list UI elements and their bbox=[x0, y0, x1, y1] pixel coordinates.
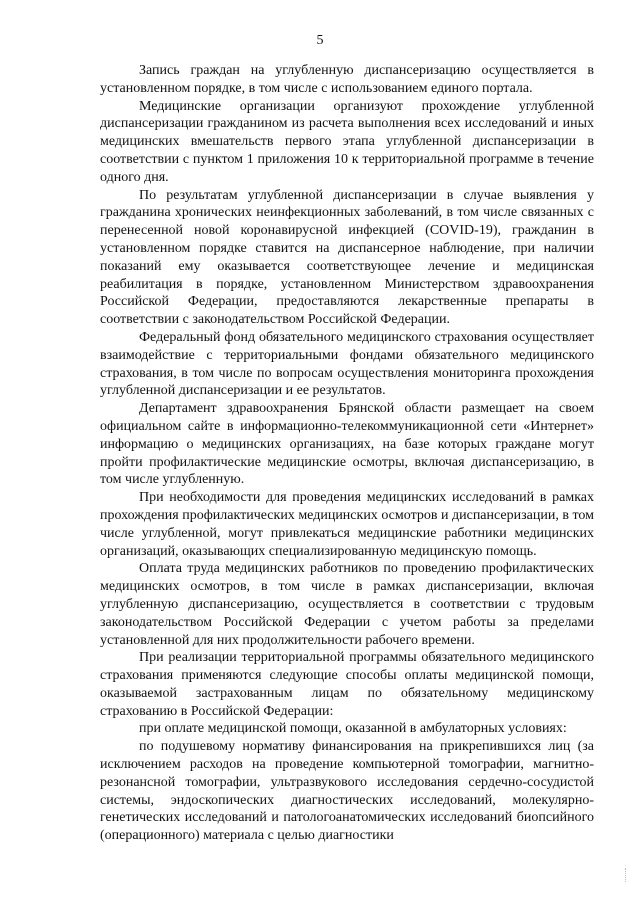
paragraph: При реализации территориальной программы обязательного медицинского страхования применяются следующие способы оплаты медицинской помощи, оказываемой застрахованным лицам по обязательному медицинскому страхованию в Российской Федерации: bbox=[100, 650, 594, 719]
scan-edge-mark bbox=[625, 868, 632, 882]
paragraph: Федеральный фонд обязательного медицинского страхования осуществляет взаимодействие с территориальными фондами обязательного медицинского страхования, в том числе по вопросам осуществления мониторинга прохождения углубленной диспансеризации и ее результатов. bbox=[100, 329, 594, 399]
paragraph: По результатам углубленной диспансеризации в случае выявления у гражданина хронических неинфекционных заболеваний, в том числе связанных с перенесенной новой коронавирусной инфекцией (COVID-19), гражданин в установленном порядке ставится на диспансерное наблюдение, при наличии показаний ему оказывается соответствующее лечение и медицинская реабилитация в порядке, установленном Министерством здравоохранения Российской Федерации, предоставляются лекарственные препараты в соответствии с законодательством Российской Федерации. bbox=[100, 187, 594, 328]
paragraph: Департамент здравоохранения Брянской области размещает на своем официальном сайте в информационно-телекоммуникационной сети «Интернет» информацию о медицинских организациях, на базе которых граждане могут пройти профилактические медицинские осмотры, включая диспансеризацию, в том числе углубленную. bbox=[100, 401, 594, 488]
paragraph: Оплата труда медицинских работников по проведению профилактических медицинских осмотров, в том числе в рамках диспансеризации, включая углубленную диспансеризацию, осуществляется в соответствии с трудовым законодательством Российской Федерации с учетом работы за пределами установленной для них продолжительности рабочего времени. bbox=[100, 561, 594, 648]
paragraph: При необходимости для проведения медицинских исследований в рамках прохождения профилактических медицинских осмотров и диспансеризации, в том числе углубленной, могут привлекаться медицинские работники медицинских организаций, оказывающих специализированную медицинскую помощь. bbox=[100, 490, 594, 559]
page-number: 5 bbox=[316, 33, 324, 48]
body-text bbox=[100, 62, 594, 845]
paragraph: Запись граждан на углубленную диспансеризацию осуществляется в установленном порядке, в том числе с использованием единого портала. bbox=[100, 63, 594, 96]
paragraph: при оплате медицинской помощи, оказанной в амбулаторных условиях: bbox=[139, 721, 567, 737]
paragraph: Медицинские организации организуют прохождение углубленной диспансеризации гражданином из расчета выполнения всех исследований и иных медицинских вмешательств первого этапа углубленной диспансеризации в соответствии с пунктом 1 приложения 10 к территориальной программе в течение одного дня. bbox=[100, 98, 594, 185]
paragraph: по подушевому нормативу финансирования на прикрепившихся лиц (за исключением расходов на проведение компьютерной томографии, магнитно-резонансной томографии, ультразвукового исследования сердечно-сосудистой системы, эндоскопических диагностических исследований, молекулярно-генетических исследований и патологоанатомических исследований биопсийного (операционного) материала с целью диагностики bbox=[100, 739, 594, 844]
